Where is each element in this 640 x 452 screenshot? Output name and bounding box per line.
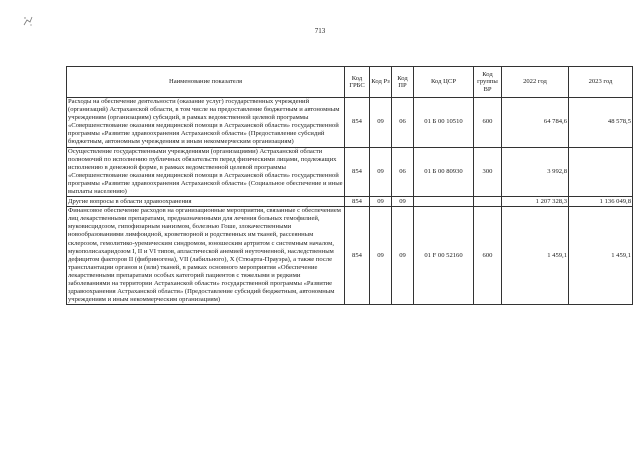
row-pr: 06 [392, 98, 414, 148]
header-csr: Код ЦСР [414, 67, 474, 98]
row-vr: 300 [474, 147, 502, 197]
row-vr: 600 [474, 207, 502, 305]
row-rz: 09 [370, 98, 392, 148]
page-number: 713 [314, 27, 326, 35]
row-name: Осуществление государственными учреждениями (организациями) Астраханской области полномочий по исполнению публичных обязательств перед физическими лицами, подлежащих исполнению в денежной форме, в рамках ведомственной целевой программы «Совершенствование оказания медицинской помощи в Астраханской области» государственной программы «Развитие здравоохранения Астраханской области» (Социальное обеспечение и иные выплаты населению) [68, 147, 343, 196]
row-2022: 1 459,1 [502, 207, 569, 305]
table-row [67, 197, 633, 207]
header-grbs: Код ГРБС [345, 67, 370, 98]
row-name: Финансовое обеспечение расходов на организационные мероприятия, связанные с обеспечением лиц лекарственными препаратами, предназначенными для лечения больных гемофилией, муковисцидозом, гипофизарным нанизмом, болезнью Гоше, злокачественными новообразованиями лимфоидной, кроветворной и родственных им тканей, рассеянным склерозом, гемолитико-уремическим синдромом, юношеским артритом с системным началом, мукополисахаридозом I, II и VI типов, апластической анемией неуточненной, наследственным дефицитом факторов II (фибриногена), VII (лабильного), X (Стюарта-Прауэра), а также после трансплантации органов и (или) тканей, в рамках основного мероприятия «Обеспечение лекарственными препаратами особых категорий пациентов с тяжелыми и редкими заболеваниями на территории Астраханской области» государственной программы «Развитие здравоохранения Астраханской области» (Предоставление субсидий бюджетным, автономным учреждениям и иным некоммерческим организациям) [67, 207, 345, 305]
row-grbs: 854 [345, 147, 370, 197]
row-grbs: 854 [345, 207, 370, 305]
row-2022: 64 784,6 [502, 98, 569, 148]
row-rz: 09 [370, 197, 392, 207]
row-vr: 600 [474, 98, 502, 148]
header-2022: 2022 год [502, 67, 569, 98]
table-row [67, 147, 633, 197]
scan-artifact-mark [21, 14, 35, 28]
row-grbs: 854 [345, 197, 370, 207]
row-rz: 09 [370, 147, 392, 197]
table-row [67, 207, 633, 305]
row-grbs: 854 [345, 98, 370, 148]
row-2023: 1 136 049,8 [569, 197, 633, 207]
row-csr [414, 197, 474, 207]
header-2023: 2023 год [569, 67, 633, 98]
row-pr: 09 [392, 197, 414, 207]
row-pr: 06 [392, 147, 414, 197]
row-pr: 09 [392, 207, 414, 305]
row-2023: 1 459,1 [569, 207, 633, 305]
row-2022: 1 207 328,3 [502, 197, 569, 207]
budget-table [66, 66, 633, 305]
row-name: Другие вопросы в области здравоохранения [67, 197, 345, 207]
row-rz: 09 [370, 207, 392, 305]
row-2023: 48 578,5 [569, 98, 633, 148]
header-pr: Код ПР [392, 67, 414, 98]
row-2022: 3 992,8 [502, 147, 569, 197]
row-csr: 01 Б 00 10510 [414, 98, 474, 148]
row-csr: 01 F 00 52160 [414, 207, 474, 305]
table-header-row [67, 67, 633, 98]
header-vr: Код группы ВР [474, 67, 502, 98]
row-csr: 01 Б 00 80930 [414, 147, 474, 197]
table-row [67, 98, 633, 148]
row-name: Расходы на обеспечение деятельности (оказание услуг) государственных учреждений (организаций) Астраханской области, в том числе на предоставление бюджетным и автономным учреждениям (организациям) субсидий, в рамках ведомственной целевой программы «Совершенствование оказания медицинской помощи в Астраханской области» государственной программы «Развитие здравоохранения Астраханской области» (Предоставление субсидий бюджетным, автономным учреждениям и иным некоммерческим организациям) [67, 98, 345, 148]
header-name: Наименование показателя [67, 67, 345, 98]
header-rz: Код Рз [370, 67, 392, 98]
row-vr [474, 197, 502, 207]
row-2023 [569, 147, 633, 197]
